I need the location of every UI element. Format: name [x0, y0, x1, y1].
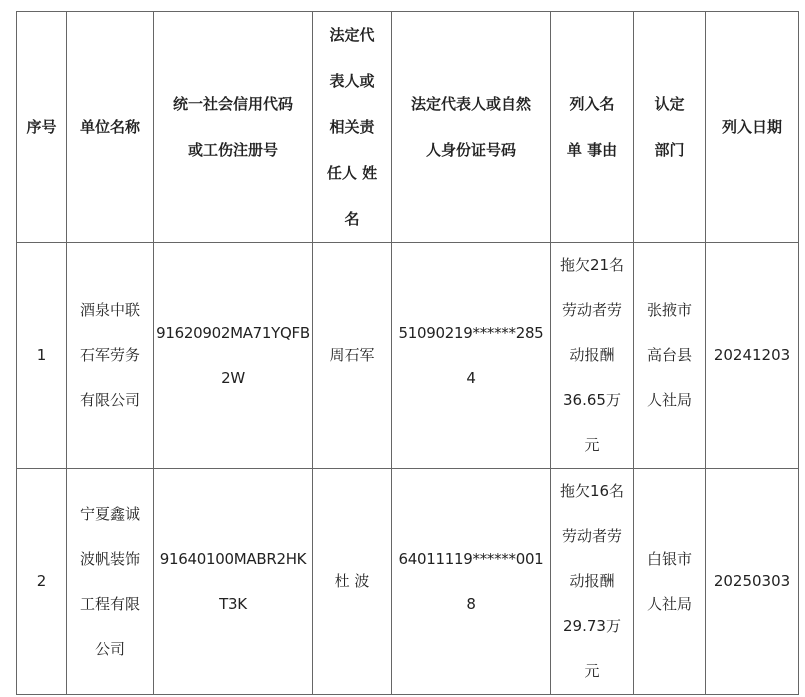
- header-seq: 序号: [17, 12, 67, 243]
- cell-date: 20241203: [706, 243, 799, 469]
- cell-id-number: 51090219******2854: [392, 243, 551, 469]
- table-row: [17, 243, 799, 469]
- cell-seq: 2: [17, 469, 67, 695]
- cell-company-name: 宁夏鑫诚 波帆装饰 工程有限 公司: [67, 469, 154, 695]
- header-legal-rep: 法定代 表人或 相关责 任人 姓 名: [313, 12, 392, 243]
- header-department: 认定 部门: [634, 12, 706, 243]
- header-date: 列入日期: [706, 12, 799, 243]
- cell-credit-code: 91640100MABR2HKT3K: [154, 469, 313, 695]
- header-row: [17, 12, 799, 243]
- header-id-number: 法定代表人或自然 人身份证号码: [392, 12, 551, 243]
- cell-legal-rep: 周石军: [313, 243, 392, 469]
- cell-reason: 拖欠16名 劳动者劳 动报酬 29.73万 元: [551, 469, 634, 695]
- cell-date: 20250303: [706, 469, 799, 695]
- header-reason: 列入名 单 事由: [551, 12, 634, 243]
- blacklist-table: [16, 11, 799, 695]
- cell-legal-rep: 杜 波: [313, 469, 392, 695]
- table-row: [17, 469, 799, 695]
- cell-reason: 拖欠21名 劳动者劳 动报酬 36.65万 元: [551, 243, 634, 469]
- cell-credit-code: 91620902MA71YQFB2W: [154, 243, 313, 469]
- cell-department: 白银市 人社局: [634, 469, 706, 695]
- header-credit-code: 统一社会信用代码 或工伤注册号: [154, 12, 313, 243]
- cell-department: 张掖市 高台县 人社局: [634, 243, 706, 469]
- cell-id-number: 64011119******0018: [392, 469, 551, 695]
- header-company-name: 单位名称: [67, 12, 154, 243]
- cell-seq: 1: [17, 243, 67, 469]
- cell-company-name: 酒泉中联 石军劳务 有限公司: [67, 243, 154, 469]
